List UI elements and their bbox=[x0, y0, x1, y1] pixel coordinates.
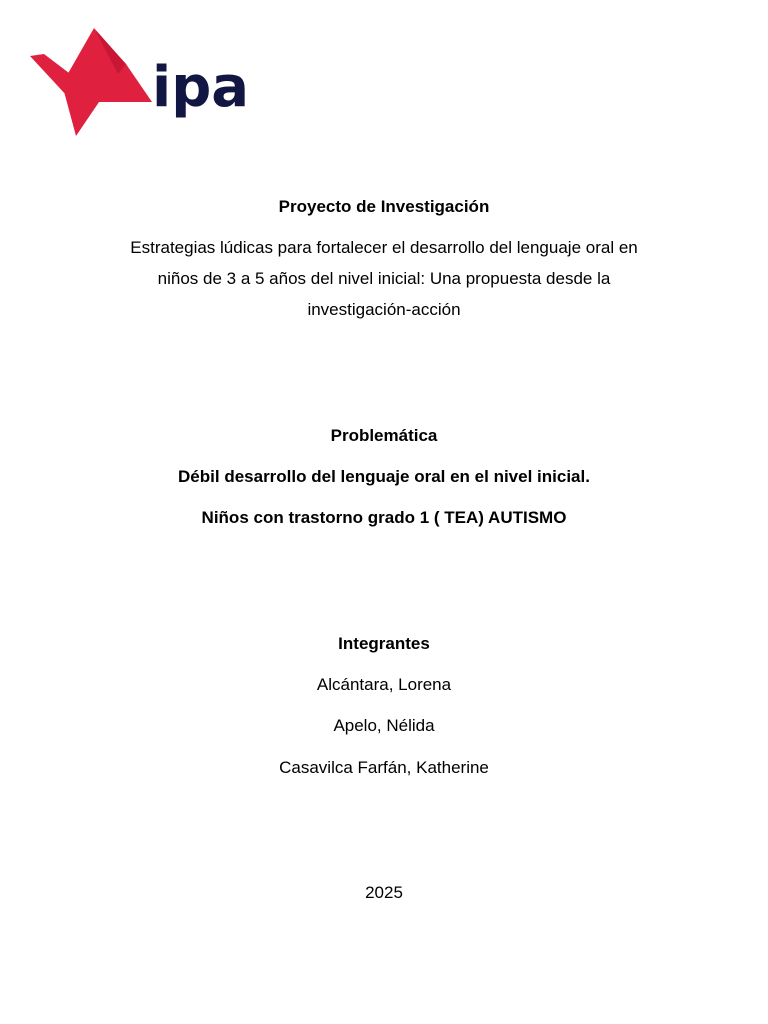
member-name: Apelo, Nélida bbox=[333, 716, 435, 735]
red-triangles-logo-icon bbox=[30, 26, 252, 140]
member-name: Casavilca Farfán, Katherine bbox=[279, 758, 489, 777]
project-heading: Proyecto de Investigación bbox=[278, 197, 490, 216]
title-line-1: Estrategias lúdicas para fortalecer el desarrollo del lenguaje oral en bbox=[130, 238, 638, 257]
ipa-logo bbox=[30, 26, 252, 140]
problem-line-2: Niños con trastorno grado 1 ( TEA) AUTISMO bbox=[201, 508, 567, 527]
problem-line-1: Débil desarrollo del lenguaje oral en el nivel inicial. bbox=[178, 467, 590, 486]
title-line-2: niños de 3 a 5 años del nivel inicial: Una propuesta desde la bbox=[157, 269, 611, 288]
member-name: Alcántara, Lorena bbox=[316, 675, 452, 694]
logo-wordmark: ipa bbox=[152, 55, 250, 120]
year: 2025 bbox=[365, 883, 403, 902]
title-line-3: investigación-acción bbox=[307, 300, 461, 319]
members-heading: Integrantes bbox=[338, 634, 430, 653]
problem-heading: Problemática bbox=[330, 426, 438, 445]
